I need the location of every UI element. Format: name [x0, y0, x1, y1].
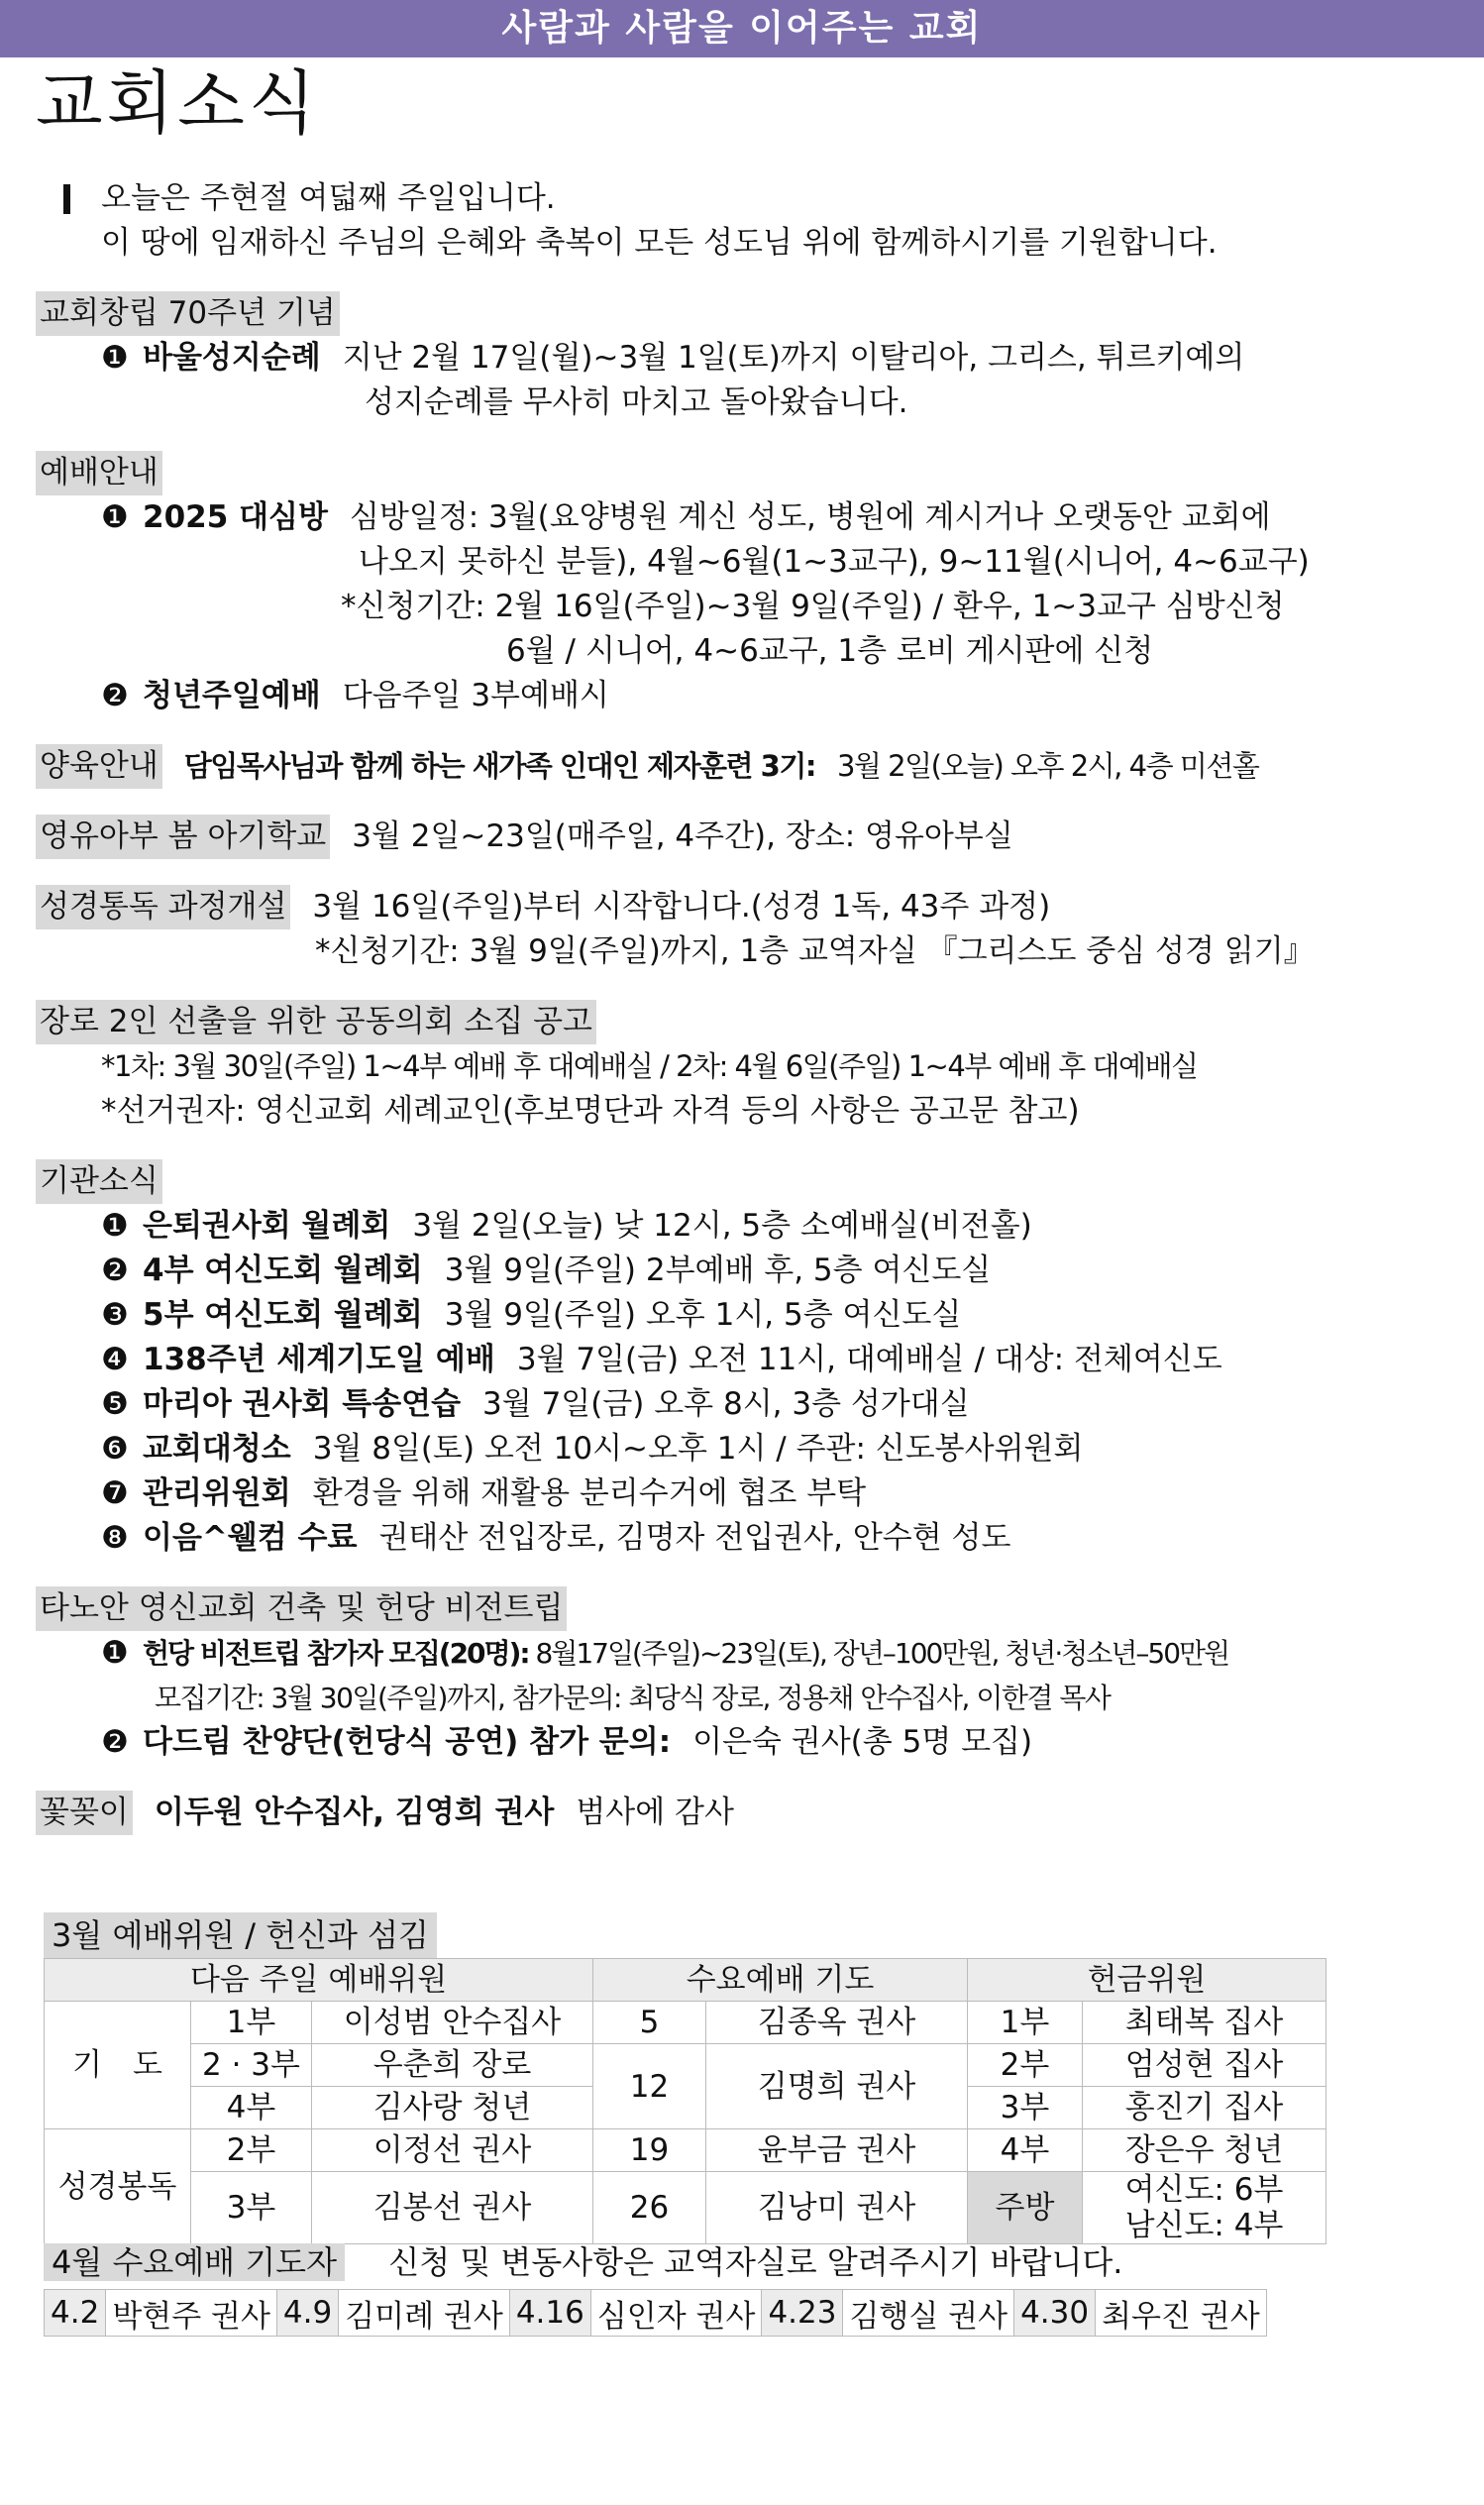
list-item	[36, 1338, 1452, 1382]
table-cell: 2부	[191, 2129, 312, 2172]
number-icon: ❹	[101, 1342, 129, 1377]
item-label: 담임목사님과 함께 하는 새가족 인대인 제자훈련 3기:	[183, 749, 815, 783]
list-item	[36, 1427, 1452, 1471]
table-cell: 이정선 권사	[312, 2129, 593, 2172]
april-table	[44, 2289, 1267, 2337]
table-cell: 홍진기 집사	[1083, 2087, 1326, 2129]
item-text: 3월 2일(오늘) 낮 12시, 5층 소예배실(비전홀)	[412, 1208, 1032, 1244]
kitchen-label: 주방	[968, 2172, 1083, 2244]
table-cell: 26	[593, 2172, 706, 2244]
table-cell: 김봉선 권사	[312, 2172, 593, 2244]
table-cell: 4부	[191, 2087, 312, 2129]
item-text-cont: 성지순례를 무사히 마치고 돌아왔습니다.	[365, 384, 908, 420]
item-text: 이은숙 권사(총 5명 모집)	[692, 1724, 1033, 1760]
table-cell: 김사랑 청년	[312, 2087, 593, 2129]
item-label: 바울성지순례	[143, 340, 321, 376]
name-cell: 최우진 권사	[1096, 2290, 1267, 2337]
news-body	[36, 176, 1452, 1835]
item-label: 138주년 세계기도일 예배	[143, 1342, 495, 1377]
item-label: 4부 여신도회 월례회	[143, 1252, 423, 1288]
item-text: 8월17일(주일)~23일(토), 장년–100만원, 청년·청소년–50만원	[535, 1637, 1229, 1670]
table-cell: 김명희 권사	[706, 2044, 968, 2129]
roster-table	[44, 1958, 1326, 2244]
item-label: 은퇴권사회 월례회	[143, 1208, 391, 1244]
item-text: 3월 8일(토) 오전 10시~오후 1시 / 주관: 신도봉사위원회	[312, 1431, 1084, 1467]
section-heading: 타노안 영신교회 건축 및 헌당 비전트립	[36, 1586, 567, 1631]
section-heading: 교회창립 70주년 기념	[36, 291, 340, 336]
table-cell: 윤부금 권사	[706, 2129, 968, 2172]
header-banner: 사람과 사람을 이어주는 교회	[0, 0, 1484, 57]
table-cell: 12	[593, 2044, 706, 2129]
section-heading: 영유아부 봄 아기학교	[36, 815, 330, 859]
page-title: 교회소식	[36, 62, 320, 144]
name-cell: 심인자 권사	[590, 2290, 762, 2337]
table-cell: 1부	[968, 2002, 1083, 2044]
april-heading-row	[44, 2239, 1122, 2285]
section-discipleship	[36, 744, 1452, 789]
number-2-icon: ❷	[101, 678, 129, 713]
intro	[36, 176, 1452, 266]
number-1-icon: ❶	[101, 499, 129, 535]
table-cell: 4부	[968, 2129, 1083, 2172]
date-cell: 4.30	[1014, 2290, 1096, 2337]
number-icon: ❼	[101, 1475, 129, 1511]
section-heading: 기관소식	[36, 1159, 162, 1204]
role-label: 성경봉독	[45, 2129, 191, 2244]
date-cell: 4.23	[762, 2290, 843, 2337]
name-cell: 김행실 권사	[843, 2290, 1014, 2337]
april-note: 신청 및 변동사항은 교역자실로 알려주시기 바랍니다.	[388, 2243, 1123, 2281]
item-text: 3월 9일(주일) 2부예배 후, 5층 여신도실	[444, 1252, 992, 1288]
item-note: *신청기간: 2월 16일(주일)~3월 9일(주일) / 환우, 1~3교구 심방신청	[341, 589, 1285, 624]
number-1-icon: ❶	[101, 1635, 127, 1671]
section-heading: 장로 2인 선출을 위한 공동의회 소집 공고	[36, 1000, 596, 1044]
item-label: 이두원 안수집사, 김영희 권사	[154, 1795, 555, 1830]
list-item	[36, 1471, 1452, 1516]
section-heading: 예배안내	[36, 451, 162, 495]
table-cell: 김낭미 권사	[706, 2172, 968, 2244]
list-item	[36, 1293, 1452, 1338]
intro-line-1: 오늘은 주현절 여덟째 주일입니다.	[101, 180, 556, 216]
item-text-cont: 나오지 못하신 분들), 4월~6월(1~3교구), 9~11월(시니어, 4~6교구)	[359, 544, 1310, 580]
item-text: 지난 2월 17일(월)~3월 1일(토)까지 이탈리아, 그리스, 튀르키예의	[342, 340, 1245, 376]
table-cell: 우춘희 장로	[312, 2044, 593, 2087]
table-cell: 엄성현 집사	[1083, 2044, 1326, 2087]
table-cell: 5	[593, 2002, 706, 2044]
table-cell: 장은우 청년	[1083, 2129, 1326, 2172]
number-2-icon: ❷	[101, 1724, 129, 1760]
table-cell	[1083, 2172, 1326, 2244]
item-label: 헌당 비전트립 참가자 모집(20명):	[143, 1637, 529, 1670]
april-heading: 4월 수요예배 기도자	[44, 2243, 345, 2281]
table-cell: 3부	[968, 2087, 1083, 2129]
table-cell: 3부	[191, 2172, 312, 2244]
number-icon: ❸	[101, 1297, 129, 1333]
number-icon: ❶	[101, 1208, 129, 1244]
item-label: 2025 대심방	[143, 499, 328, 535]
intro-line-2: 이 땅에 임재하신 주님의 은혜와 축복이 모든 성도님 위에 함께하시기를 기원합니다.	[101, 225, 1218, 261]
section-bible-reading	[36, 885, 1452, 974]
item-note: *1차: 3월 30일(주일) 1~4부 예배 후 대예배실 / 2차: 4월 6일(주일) 1~4부 예배 후 대예배실	[101, 1049, 1198, 1083]
item-text: 심방일정: 3월(요양병원 계신 성도, 병원에 계시거나 오랫동안 교회에	[349, 499, 1271, 535]
section-heading: 꽃꽂이	[36, 1791, 133, 1835]
column-header: 다음 주일 예배위원	[45, 1959, 593, 2002]
item-text: 3월 7일(금) 오후 8시, 3층 성가대실	[482, 1386, 970, 1422]
list-item	[36, 1204, 1452, 1249]
item-label: 이음^웰컴 수료	[143, 1520, 358, 1556]
section-baby-school	[36, 815, 1452, 859]
table-cell: 2부	[968, 2044, 1083, 2087]
role-label: 기 도	[45, 2002, 191, 2129]
item-note-cont: 6월 / 시니어, 4~6교구, 1층 로비 게시판에 신청	[506, 633, 1154, 669]
item-label: 청년주일예배	[143, 678, 321, 713]
item-text: 3월 16일(주일)부터 시작합니다.(성경 1독, 43주 과정)	[312, 889, 1051, 925]
number-icon: ❺	[101, 1386, 129, 1422]
date-cell: 4.9	[276, 2290, 338, 2337]
table-cell: 최태복 집사	[1083, 2002, 1326, 2044]
section-organizations	[36, 1159, 1452, 1561]
item-text: 3월 2일~23일(매주일, 4주간), 장소: 영유아부실	[352, 818, 1013, 854]
column-header: 헌금위원	[968, 1959, 1326, 2002]
name-cell: 박현주 권사	[106, 2290, 277, 2337]
table-cell: 1부	[191, 2002, 312, 2044]
item-text-cont: 모집기간: 3월 30일(주일)까지, 참가문의: 최당식 장로, 정용채 안수집사, 이한결 목사	[155, 1682, 1111, 1714]
list-item	[36, 1382, 1452, 1427]
item-text: 다음주일 3부예배시	[342, 678, 609, 713]
item-text: 환경을 위해 재활용 분리수거에 협조 부탁	[312, 1475, 867, 1511]
roster-heading: 3월 예배위원 / 헌신과 섬김	[44, 1912, 437, 1958]
name-cell: 김미례 권사	[339, 2290, 510, 2337]
number-icon: ❻	[101, 1431, 129, 1467]
section-elder-election	[36, 1000, 1452, 1134]
item-text: 범사에 감사	[576, 1795, 734, 1830]
table-cell: 이성범 안수집사	[312, 2002, 593, 2044]
list-item	[36, 1516, 1452, 1561]
item-label: 5부 여신도회 월례회	[143, 1297, 423, 1333]
column-header: 수요예배 기도	[593, 1959, 968, 2002]
date-cell: 4.16	[509, 2290, 590, 2337]
section-anniversary	[36, 291, 1452, 425]
kitchen-line: 남신도: 4부	[1124, 2208, 1284, 2243]
number-icon: ❷	[101, 1252, 129, 1288]
table-cell: 김종옥 권사	[706, 2002, 968, 2044]
section-heading: 양육안내	[36, 744, 162, 789]
item-text: 3월 9일(주일) 오후 1시, 5층 여신도실	[444, 1297, 962, 1333]
number-icon: ❽	[101, 1520, 129, 1556]
bullet-mark-icon	[63, 184, 70, 214]
item-label: 교회대청소	[143, 1431, 291, 1467]
section-flowers	[36, 1791, 1452, 1835]
item-text: 3월 7일(금) 오전 11시, 대예배실 / 대상: 전체여신도	[516, 1342, 1222, 1377]
item-label: 마리아 권사회 특송연습	[143, 1386, 462, 1422]
item-note: *선거권자: 영신교회 세례교인(후보명단과 자격 등의 사항은 공고문 참고)	[101, 1093, 1080, 1129]
kitchen-line: 여신도: 6부	[1124, 2172, 1284, 2208]
item-note: *신청기간: 3월 9일(주일)까지, 1층 교역자실 『그리스도 중심 성경 읽기』	[315, 933, 1315, 969]
section-worship	[36, 451, 1452, 718]
date-cell: 4.2	[45, 2290, 106, 2337]
list-item	[36, 1249, 1452, 1293]
number-1-icon: ❶	[101, 340, 129, 376]
item-text: 권태산 전입장로, 김명자 전입권사, 안수현 성도	[378, 1520, 1011, 1556]
section-heading: 성경통독 과정개설	[36, 885, 290, 929]
item-label: 관리위원회	[143, 1475, 291, 1511]
item-label: 다드림 찬양단(헌당식 공연) 참가 문의:	[143, 1724, 672, 1760]
table-cell: 19	[593, 2129, 706, 2172]
table-cell: 2 · 3부	[191, 2044, 312, 2087]
item-text: 3월 2일(오늘) 오후 2시, 4층 미션홀	[836, 749, 1259, 783]
section-vision-trip	[36, 1586, 1452, 1765]
